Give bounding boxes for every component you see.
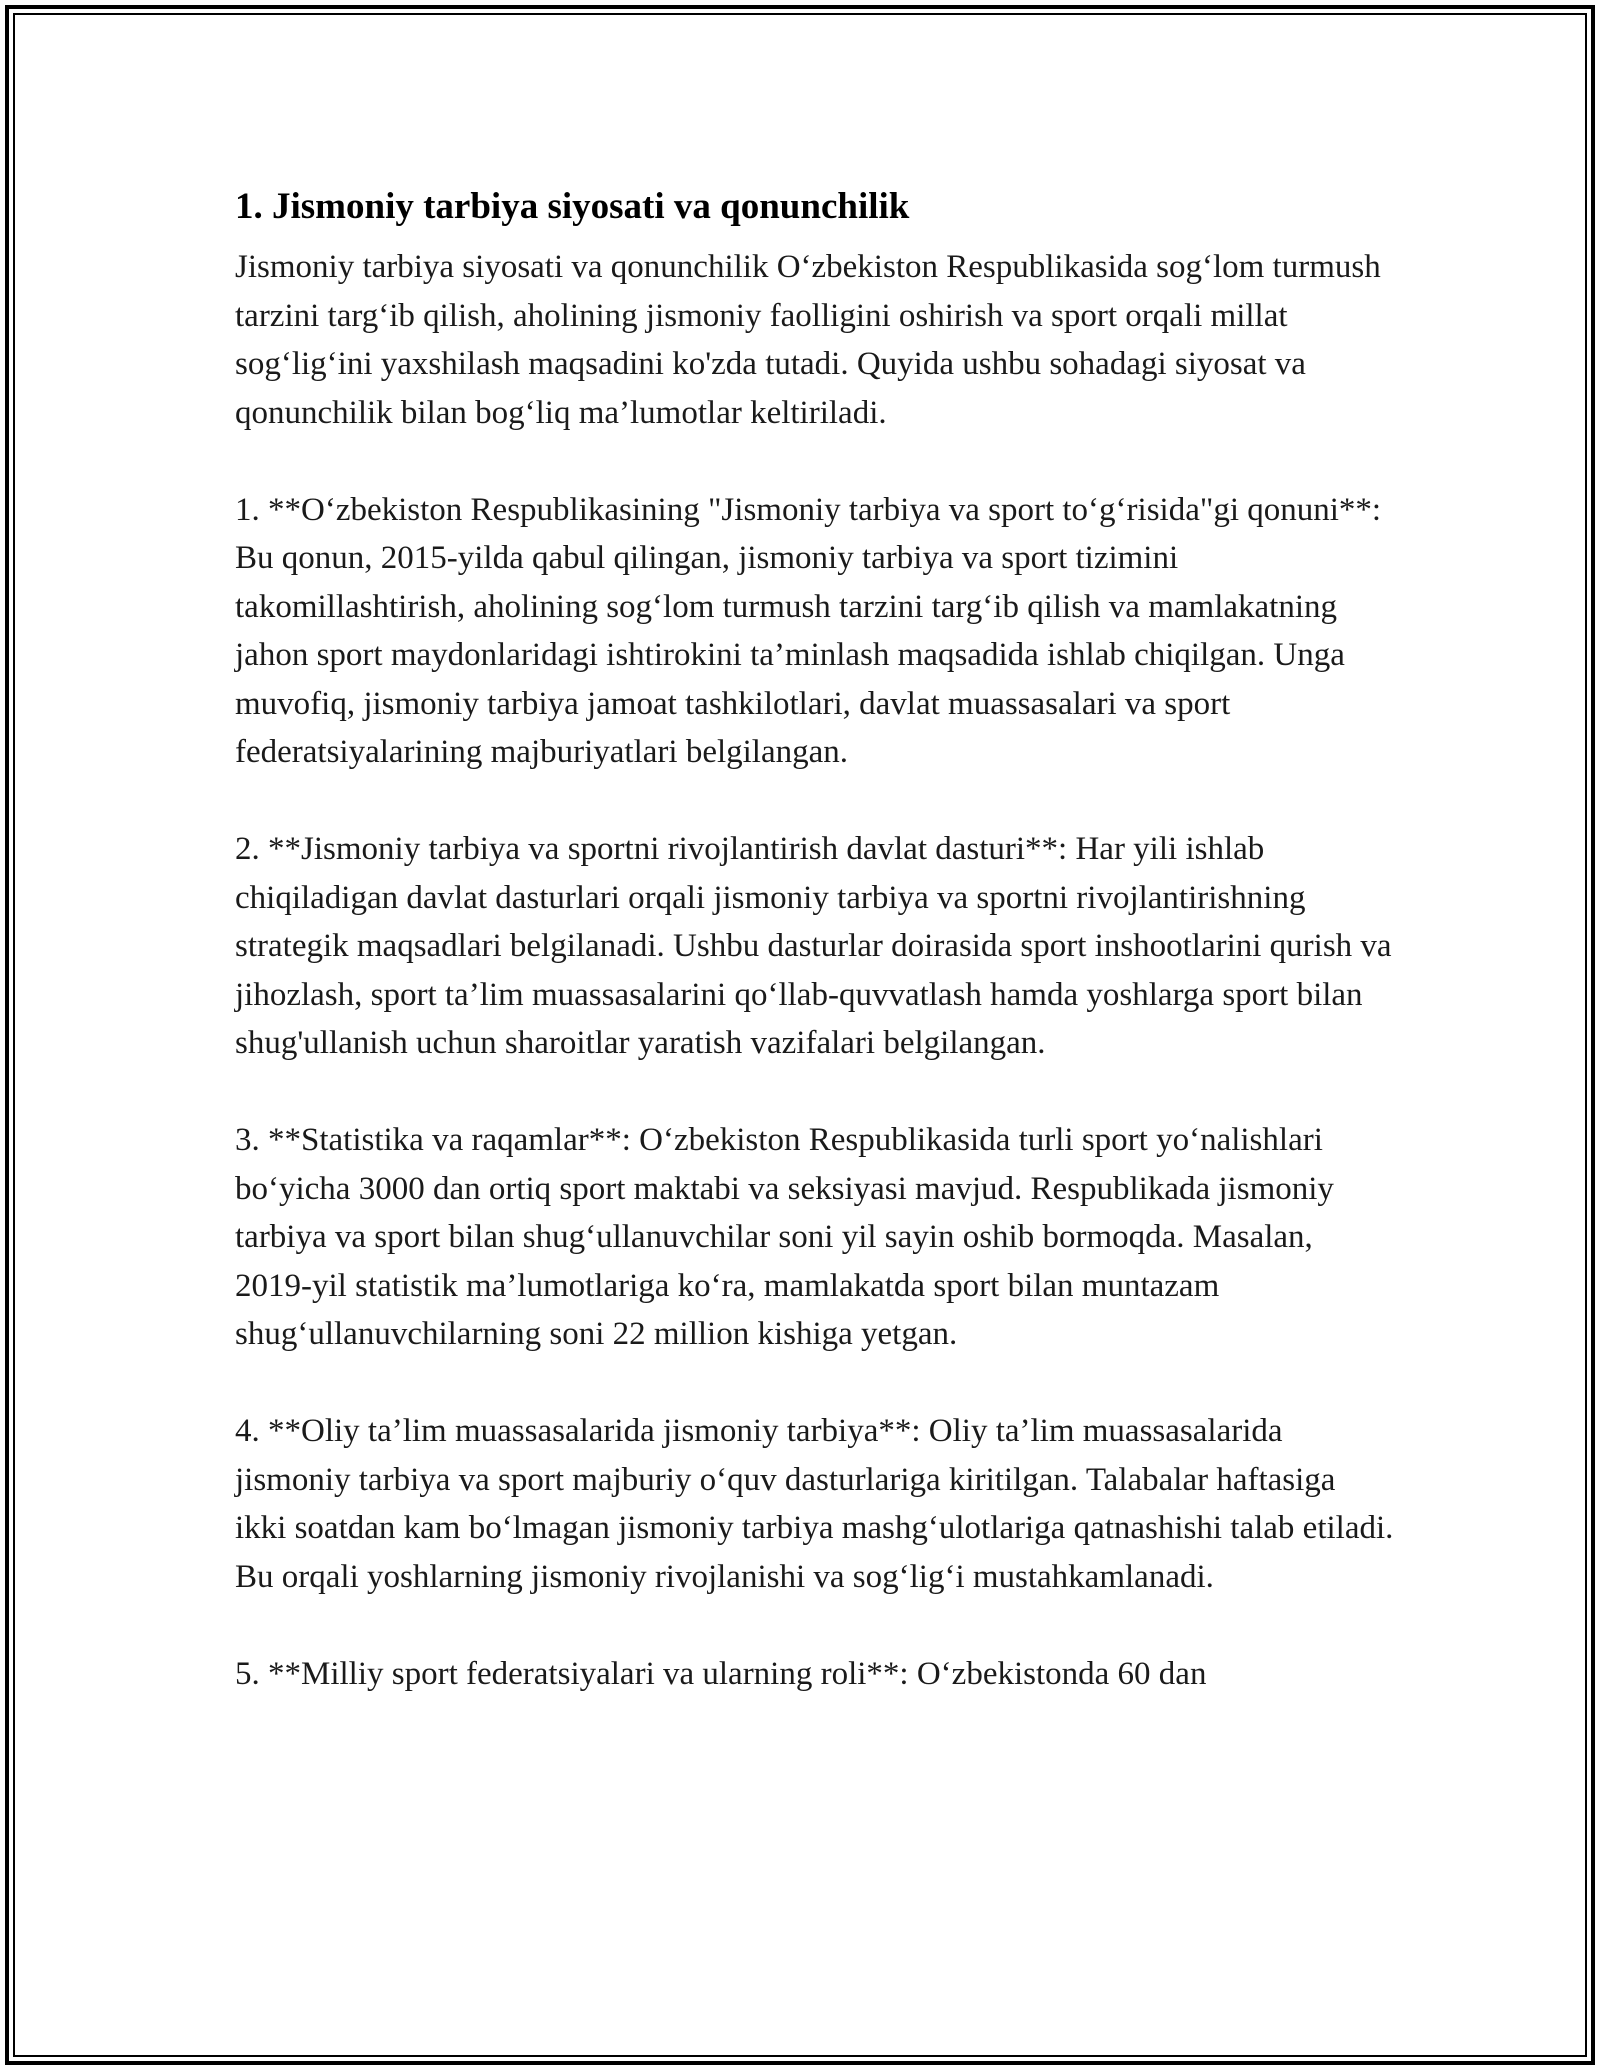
paragraph-law: 1. **O‘zbekiston Respublikasining "Jismoniy tarbiya va sport to‘g‘risida"gi qonuni**: Bu qonun, 2015-yilda qabul qilingan, jismoniy tarbiya va sport tizimini takomillashtirish, aholining sog‘lom turmush tarzini targ‘ib qilish va mamlakatning jahon sport maydonlaridagi ishtirokini ta’minlash maqsadida ishlab chiqilgan. Unga muvofiq, jismoniy tarbiya jamoat tashkilotlari, davlat muassasalari va sport federatsiyalarining majburiyatlari belgilangan. (235, 491, 1382, 770)
section-title: 1. Jismoniy tarbiya siyosati va qonunchilik (235, 186, 910, 227)
paragraph-state-program: 2. **Jismoniy tarbiya va sportni rivojlantirish davlat dasturi**: Har yili ishlab chiqiladigan davlat dasturlari orqali jismoniy tarbiya va sportni rivojlantirishning strategik maqsadlari belgilanadi. Ushbu dasturlar doirasida sport inshootlarini qurish va jihozlash, sport ta’lim muassasalarini qo‘llab-quvvatlash hamda yoshlarga sport bilan shug'ullanish uchun sharoitlar yaratish vazifalari belgilangan. (235, 831, 1392, 1061)
intro-paragraph: Jismoniy tarbiya siyosati va qonunchilik O‘zbekiston Respublikasida sog‘lom turmush tarzini targ‘ib qilish, aholining jismoniy faolligini oshirish va sport orqali millat sog‘lig‘ini yaxshilash maqsadini ko'zda tutadi. Quyida ushbu sohadagi siyosat va qonunchilik bilan bog‘liq ma’lumotlar keltiriladi. (235, 249, 1381, 431)
paragraph-federations: 5. **Milliy sport federatsiyalari va ularning roli**: O‘zbekistonda 60 dan (235, 1655, 1207, 1692)
document-body (235, 183, 1395, 1698)
paragraph-statistics: 3. **Statistika va raqamlar**: O‘zbekiston Respublikasida turli sport yo‘nalishlari bo‘yicha 3000 dan ortiq sport maktabi va seksiyasi mavjud. Respublikada jismoniy tarbiya va sport bilan shug‘ullanuvchilar soni yil sayin oshib bormoqda. Masalan, 2019-yil statistik ma’lumotlariga ko‘ra, mamlakatda sport bilan muntazam shug‘ullanuvchilarning soni 22 million kishiga yetgan. (235, 1122, 1334, 1352)
paragraph-higher-education: 4. **Oliy ta’lim muassasalarida jismoniy tarbiya**: Oliy ta’lim muassasalarida jismoniy tarbiya va sport majburiy o‘quv dasturlariga kiritilgan. Talabalar haftasiga ikki soatdan kam bo‘lmagan jismoniy tarbiya mashg‘ulotlariga qatnashishi talab etiladi. Bu orqali yoshlarning jismoniy rivojlanishi va sog‘lig‘i mustahkamlanadi. (235, 1413, 1394, 1595)
